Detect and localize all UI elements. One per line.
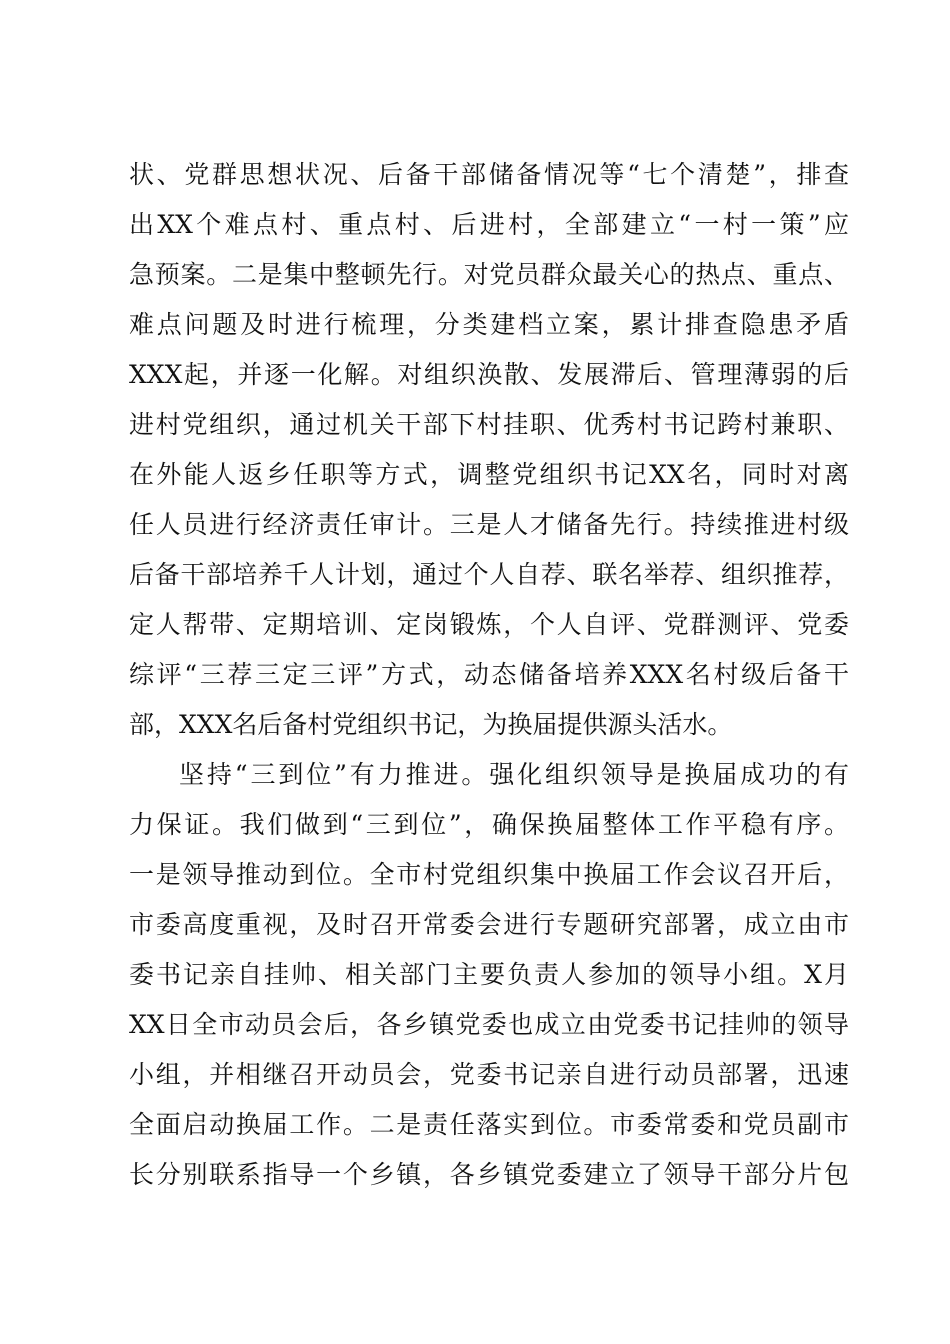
text-line-18: XX日全市动员会后，各乡镇党委也成立由党委书记挂帅的领导 xyxy=(129,1010,849,1039)
text-line-10: 定人帮带、定期培训、定岗锻炼，个人自评、党群测评、党委 xyxy=(129,610,849,639)
text-line-17: 委书记亲自挂帅、相关部门主要负责人参加的领导小组。X月 xyxy=(129,960,849,989)
text-line-16: 市委高度重视，及时召开常委会进行专题研究部署，成立由市 xyxy=(129,910,849,939)
body-text xyxy=(129,150,849,1200)
text-line-3: 急预案。二是集中整顿先行。对党员群众最关心的热点、重点、 xyxy=(129,260,849,289)
text-line-4: 难点问题及时进行梳理，分类建档立案，累计排查隐患矛盾 xyxy=(129,310,849,339)
text-line-7: 在外能人返乡任职等方式，调整党组织书记XX名，同时对离 xyxy=(129,460,849,489)
text-line-5: XXX起，并逐一化解。对组织涣散、发展滞后、管理薄弱的后 xyxy=(129,360,849,389)
text-line-14: 力保证。我们做到“三到位”，确保换届整体工作平稳有序。 xyxy=(129,810,849,839)
text-line-12: 部，XXX名后备村党组织书记，为换届提供源头活水。 xyxy=(129,710,733,739)
text-line-6: 进村党组织，通过机关干部下村挂职、优秀村书记跨村兼职、 xyxy=(129,410,849,439)
text-line-13: 坚持“三到位”有力推进。强化组织领导是换届成功的有 xyxy=(179,760,849,789)
text-line-9: 后备干部培养千人计划，通过个人自荐、联名举荐、组织推荐， xyxy=(129,560,849,589)
text-line-20: 全面启动换届工作。二是责任落实到位。市委常委和党员副市 xyxy=(129,1110,849,1139)
text-line-8: 任人员进行经济责任审计。三是人才储备先行。持续推进村级 xyxy=(129,510,849,539)
text-line-15: 一是领导推动到位。全市村党组织集中换届工作会议召开后， xyxy=(129,860,849,889)
text-line-2: 出XX个难点村、重点村、后进村，全部建立“一村一策”应 xyxy=(129,210,849,239)
text-line-11: 综评“三荐三定三评”方式，动态储备培养XXX名村级后备干 xyxy=(129,660,849,689)
text-line-21: 长分别联系指导一个乡镇，各乡镇党委建立了领导干部分片包 xyxy=(129,1160,849,1189)
text-line-19: 小组，并相继召开动员会，党委书记亲自进行动员部署，迅速 xyxy=(129,1060,849,1089)
text-line-1: 状、党群思想状况、后备干部储备情况等“七个清楚”，排查 xyxy=(129,160,849,189)
